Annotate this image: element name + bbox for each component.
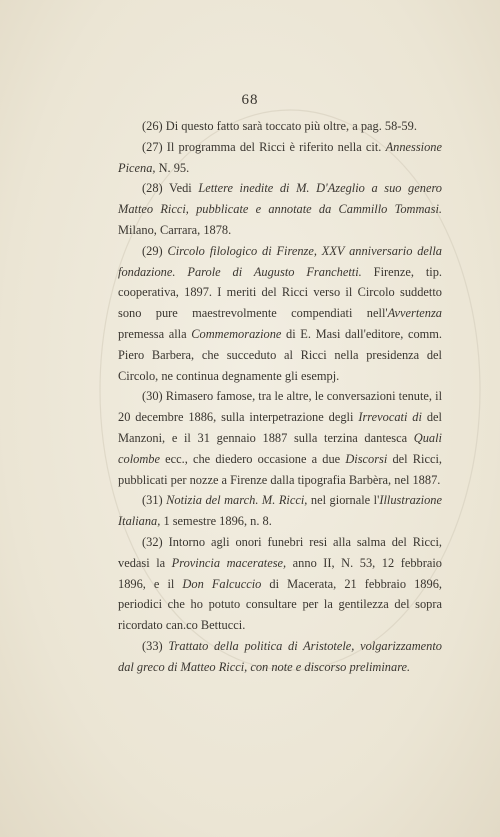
footnote	[118, 532, 442, 636]
footnote-italic-text: Commemorazione	[191, 326, 282, 341]
footnote-text: Firenze, tip. cooperativa, 1897. I meriti del Ricci verso il Circolo suddetto sono pure maestrevolmente compendiati nell'	[118, 264, 443, 321]
footnote-text: (32) Intorno agli onori funebri resi alla salma del Ricci, vedasi la	[118, 534, 442, 570]
footnote-italic-text: Discorsi	[345, 451, 388, 466]
page-number: 68	[241, 92, 259, 108]
footnote-text: (30) Rimasero famose, tra le altre, le conversazioni tenute, il 20 decembre 1886, sulla interpetrazione degli	[118, 389, 443, 425]
footnote-italic-text: Circolo filologico di Firenze, XXV anniversario della fondazione. Parole di Augusto Franchetti.	[118, 243, 442, 279]
footnote-text: (29)	[142, 243, 168, 258]
footnote-italic-text: Notizia del march. M. Ricci,	[166, 493, 308, 508]
footnote-text: (28) Vedi	[142, 181, 199, 196]
footnotes	[118, 116, 442, 678]
footnote-text: premessa alla	[118, 326, 192, 341]
footnote-italic-text: Irrevocati di	[358, 410, 422, 425]
footnote-italic-text: Avvertenza	[387, 306, 442, 321]
footnote-text: del Ricci, pubblicati per nozze a Firenze dalla tipografia Barbèra, nel 1887.	[118, 451, 442, 487]
footnote-text: (26) Di questo fatto sarà toccato più oltre, a pag. 58-59.	[142, 119, 417, 133]
footnote-text: (33)	[142, 638, 169, 653]
footnote-italic-text: Illustrazione Italiana,	[118, 493, 442, 529]
footnote	[118, 178, 442, 240]
footnote-text: Milano, Carrara, 1878.	[118, 222, 232, 237]
footnote-text: nel giornale l'	[307, 493, 380, 508]
footnote-italic-text: Don Falcuccio	[182, 576, 262, 591]
footnote-italic-text: Lettere inedite di M. D'Azeglio a suo genero Matteo Ricci, pubblicate e annotate da Cammillo Tommasi.	[118, 181, 443, 217]
footnote	[118, 490, 442, 532]
footnote	[118, 137, 442, 179]
footnote-text: anno II, N. 53, 12 febbraio 1896, e il	[118, 555, 442, 591]
footnote-italic-text: Annessione Picena,	[118, 139, 442, 175]
footnote-italic-text: Trattato della politica di Aristotele, volgarizzamento dal greco di Matteo Ricci, con note e discorso preliminare.	[118, 638, 442, 674]
footnote-text: 1 semestre 1896, n. 8.	[160, 514, 272, 529]
footnote-text: di E. Masi dall'editore, comm. Piero Barbera, che succeduto al Ricci nella presidenza del Circolo, ne continua degnamente gli esempj.	[118, 326, 443, 383]
footnote	[118, 636, 442, 678]
footnote-text: (31)	[142, 493, 167, 508]
footnote	[118, 386, 442, 490]
footnote-text: ecc., che diedero occasione a due	[159, 451, 346, 466]
footnote	[118, 116, 442, 137]
footnote-text: di Macerata, 21 febbraio 1896, periodici che ho potuto consultare per la gentilezza del sopra ricordato can.co Bettucci.	[118, 576, 442, 633]
footnote-italic-text: Quali colombe	[118, 430, 442, 466]
footnote	[118, 241, 442, 387]
footnote-text: N. 95.	[155, 160, 190, 175]
footnote-text: del Manzoni, e il 31 gennaio 1887 sulla terzina dantesca	[118, 410, 442, 445]
footnote-italic-text: Provincia maceratese,	[171, 555, 287, 570]
footnote-text: (27) Il programma del Ricci è riferito nella cit.	[142, 139, 386, 154]
